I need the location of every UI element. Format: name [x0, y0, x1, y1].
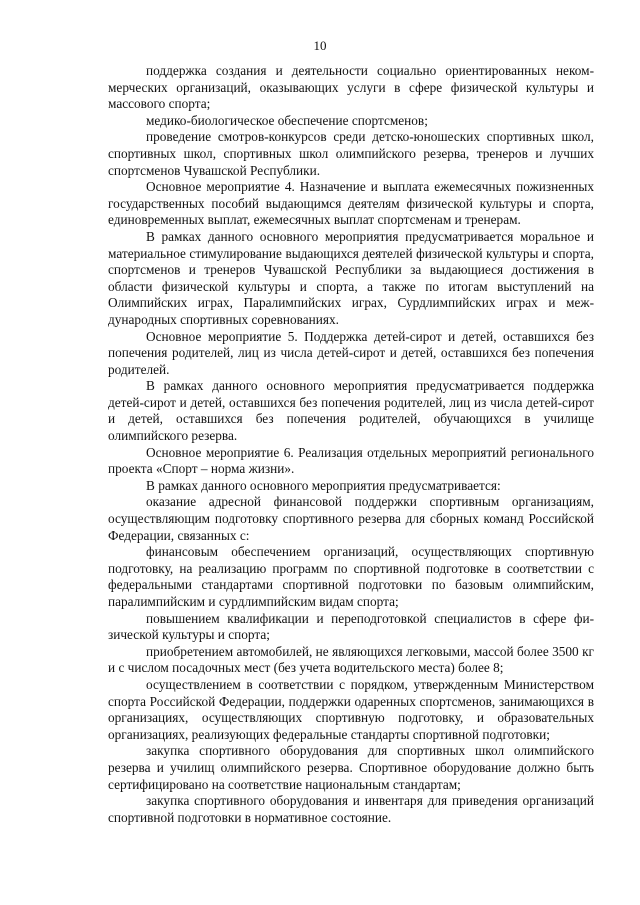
paragraph: медико-биологическое обеспечение спортсменов;: [146, 112, 428, 128]
paragraph: Основное мероприятие 4. Назначение и выплата ежемесячных пожизненных государственных пособий выдающимся деятелям физической культуры и спорта, единовременных выплат, ежемесячных выплат спортсменам и тренерам.: [108, 179, 594, 228]
paragraph: приобретением автомобилей, не являющихся легковыми, массой более 3500 кг и с числом посадочных мест (без учета водительского места) более 8;: [108, 643, 594, 676]
paragraph: В рамках данного основного мероприятия предусматривается моральное и материальное стимулирование выдающихся деятелей физической культуры и спорта, спортсменов и тренеров Чувашской Республики за выдающиеся достижения в области физической культуры и спорта, а также по итогам выступлений на Олимпийских играх, Паралимпийских играх, Сурдлимпийских играх и международных спортивных соревнованиях.: [108, 228, 594, 327]
paragraph: повышением квалификации и переподготовкой специалистов в сфере физической культуры и спорта;: [108, 610, 594, 643]
paragraph: осуществлением в соответствии с порядком, утвержденным Министерством спорта Российской Федерации, поддержки одаренных спортсменов, занимающихся в организациях, осуществляющих спортивную подготовку, и образовательных организациях, реализующих федеральные стандарты спортивной подготовки;: [108, 676, 594, 742]
paragraph: Основное мероприятие 5. Поддержка детей-сирот и детей, оставшихся без попечения родителей, лиц из числа детей-сирот и детей, оставшихся без попечения родителей.: [108, 328, 594, 377]
page-number: 10: [313, 38, 327, 53]
paragraph: закупка спортивного оборудования и инвентаря для приведения организаций спортивной подготовки в нормативное состояние.: [108, 793, 594, 825]
paragraph: В рамках данного основного мероприятия предусматривается поддержка детей-сирот и детей, оставшихся без попечения родителей, лиц из числа детей-сирот и детей, оставшихся без попечения родителей, обучающихся в училище олимпийского резерва.: [108, 378, 594, 444]
paragraph: Основное мероприятие 6. Реализация отдельных мероприятий регионального проекта «Спорт – норма жизни».: [108, 444, 594, 477]
paragraph: В рамках данного основного мероприятия предусматривается:: [146, 477, 501, 493]
paragraph: закупка спортивного оборудования для спортивных школ олимпийского резерва и училищ олимпийского резерва. Спортивное оборудование должно быть сертифицировано на соответствие национальным стандартам;: [108, 743, 594, 792]
document-body: [108, 63, 594, 826]
paragraph: проведение смотров-конкурсов среди детско-юношеских спортивных школ, спортивных школ, спортивных школ олимпийского резерва, тренеров и лучших спортсменов Чувашской Республики.: [108, 129, 594, 178]
paragraph: финансовым обеспечением организаций, осуществляющих спортивную подготовку, на реализацию программ по спортивной подготовке в соответствии с федеральными стандартами спортивной подготовки по базовым олимпийским, паралимпийским и сурдлимпийским видам спорта;: [108, 544, 594, 609]
paragraph: оказание адресной финансовой поддержки спортивным организациям, осуществляющим подготовку спортивного резерва для сборных команд Российской Федерации, связанных с:: [108, 494, 594, 543]
paragraph: поддержка создания и деятельности социально ориентированных некоммерческих организаций, оказывающих услуги в сфере физической культуры и массового спорта;: [108, 63, 594, 112]
